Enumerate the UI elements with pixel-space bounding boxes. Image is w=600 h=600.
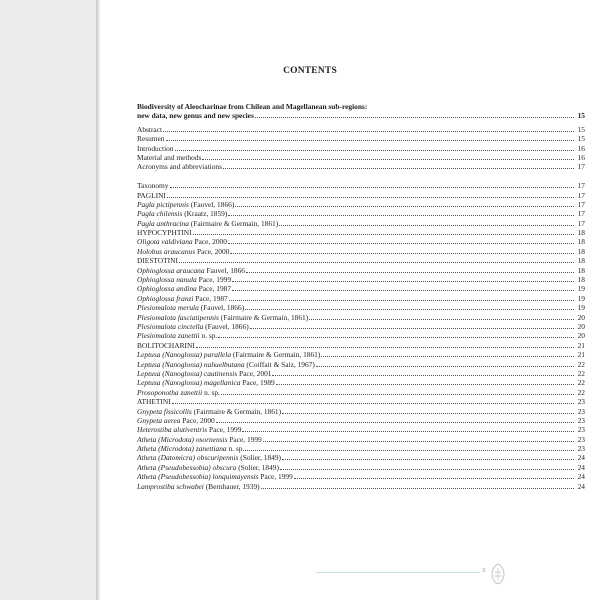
toc-entry — [137, 247, 585, 256]
dot-leader — [316, 360, 574, 367]
toc-entry — [137, 125, 585, 134]
toc-entry-author: n. sp. — [202, 387, 220, 397]
scan-margin — [0, 0, 96, 600]
toc-page-number: 23 — [577, 434, 585, 444]
toc-entry-author: Fauvel, 1866 — [204, 265, 245, 275]
toc-heading-text: new data, new genus and new species — [137, 111, 254, 121]
toc-entry-author: (Fauvel, 1866) — [188, 199, 235, 209]
toc-page-number: 17 — [577, 190, 585, 200]
toc-page-number: 18 — [577, 265, 585, 275]
dot-leader — [309, 313, 574, 320]
toc-entry-text — [137, 284, 231, 293]
toc-page-number: 22 — [577, 387, 585, 397]
toc-page-number: 23 — [577, 444, 585, 454]
dot-leader — [167, 191, 574, 198]
toc-page-number: 24 — [577, 481, 585, 491]
toc-entry-text — [137, 237, 227, 246]
toc-page-number: 16 — [577, 152, 585, 162]
toc-entry-text — [137, 191, 166, 200]
toc-entry-text — [137, 294, 228, 303]
toc-entry — [137, 181, 585, 190]
toc-entry — [137, 191, 585, 200]
publisher-logo-icon — [488, 562, 508, 586]
toc-entry-author: (Fauvel, 1866) — [203, 321, 249, 331]
toc-entry-text — [137, 435, 262, 444]
dot-leader — [242, 425, 574, 432]
toc-entry-author: n. sp. — [199, 331, 218, 341]
toc-entry-name: Prosoponotha zanettii — [137, 387, 203, 397]
dot-leader — [272, 369, 574, 376]
toc-entry-name: Plesiomalota fasciatipennis — [137, 312, 219, 322]
dot-leader — [235, 200, 574, 207]
toc-entry-name: Acronyms and abbreviations — [137, 162, 222, 172]
toc-page-number: 15 — [577, 124, 585, 134]
toc-entry — [137, 360, 585, 369]
toc-entry-author: (Coiffait & Saiz, 1967) — [244, 359, 315, 369]
toc-entry — [137, 256, 585, 265]
toc-entry — [137, 472, 585, 481]
dot-leader — [261, 482, 574, 489]
toc-entry-text — [137, 247, 229, 256]
footer-page-number: 3 — [482, 568, 485, 574]
dot-leader — [223, 162, 574, 169]
dot-leader — [255, 111, 574, 118]
dot-leader — [196, 341, 574, 348]
page-title: CONTENTS — [283, 66, 337, 76]
toc-entry-text — [137, 341, 195, 350]
toc-entry — [137, 350, 585, 359]
toc-entry-author: (Kraatz, 1859) — [182, 209, 228, 219]
toc-entry — [137, 200, 585, 209]
toc-entry — [137, 341, 585, 350]
toc-entry-text — [137, 322, 249, 331]
dot-leader — [216, 416, 574, 423]
toc-entry-name: Plesiomalota zanettii — [137, 331, 200, 341]
toc-entry — [137, 407, 585, 416]
toc-heading-line-2 — [137, 111, 585, 120]
dot-leader — [294, 472, 574, 479]
toc-entry-text — [137, 331, 217, 340]
toc-entry-text — [137, 407, 281, 416]
toc-entry — [137, 444, 585, 453]
toc-entry-name: Leptusa (Nanoglossa) parallela — [137, 350, 232, 360]
dot-leader — [245, 303, 574, 310]
toc-entry-text — [137, 181, 169, 190]
toc-entry-text — [137, 388, 220, 397]
toc-entry-name: Gnypeta fissicollis — [137, 406, 192, 416]
toc-entry-name: Holobus araucanus — [137, 246, 196, 256]
toc-page-number: 16 — [577, 143, 585, 153]
toc-entry — [137, 482, 585, 491]
dot-leader — [202, 153, 574, 160]
dot-leader — [228, 237, 574, 244]
toc-page-number: 18 — [577, 246, 585, 256]
dot-leader — [246, 266, 574, 273]
toc-entry-author: (Fairmaire & Germain, 1861) — [188, 218, 279, 228]
toc-page-number: 18 — [577, 237, 585, 247]
dot-leader — [221, 388, 574, 395]
dot-leader — [232, 275, 574, 282]
toc-entry — [137, 228, 585, 237]
toc-page-number: 19 — [577, 284, 585, 294]
toc-entry — [137, 294, 585, 303]
toc-entry-text — [137, 209, 227, 218]
toc-entry-text — [137, 378, 275, 387]
toc-entry-name: HYPOCYPHTINI — [137, 228, 192, 238]
toc-entry-text — [137, 125, 162, 134]
toc-entry — [137, 162, 585, 171]
toc-entry — [137, 303, 585, 312]
toc-entry-name: Atheta (Microdota) osornensis — [137, 434, 228, 444]
toc-entry-name: Lamprostiba schwabei — [137, 481, 204, 491]
toc-entry-text — [137, 444, 244, 453]
toc-entry — [137, 266, 585, 275]
toc-entry-name: ATHETINI — [137, 397, 171, 407]
toc-page-number: 22 — [577, 359, 585, 369]
toc-entry-text — [137, 313, 308, 322]
toc-page-number: 17 — [577, 181, 585, 191]
taxonomy-list — [137, 181, 585, 491]
dot-leader — [193, 228, 574, 235]
toc-heading-line-1 — [137, 102, 585, 111]
dot-leader — [282, 453, 574, 460]
toc-entry-author: Pace, 1987 — [193, 293, 228, 303]
toc-entry-text — [137, 266, 245, 275]
toc-page-number: 22 — [577, 378, 585, 388]
toc-entry-author: (Fauvel, 1866) — [198, 303, 245, 313]
dot-leader — [228, 209, 574, 216]
toc-entry-name: Material and methods — [137, 152, 202, 162]
dot-leader — [163, 125, 574, 132]
toc-entry-text — [137, 303, 244, 312]
toc-entry-name: Heterostiba alutiventris — [137, 425, 208, 435]
toc-page-number: 20 — [577, 312, 585, 322]
toc-page-number: 21 — [577, 350, 585, 360]
dot-leader — [279, 219, 574, 226]
toc-entry — [137, 416, 585, 425]
toc-entry — [137, 397, 585, 406]
toc-entry-author: Pace, 1987 — [196, 284, 232, 294]
dot-leader — [166, 134, 574, 141]
toc-entry-name: Plesiomalota cinctella — [137, 321, 204, 331]
toc-entry-name: Atheta (Datomicra) obscuripennis — [137, 453, 239, 463]
toc-page-number: 23 — [577, 406, 585, 416]
toc-entry-name: Ophioglossa nanula — [137, 275, 197, 285]
toc-entry-author: Pace, 1999 — [196, 275, 232, 285]
toc-entry — [137, 134, 585, 143]
toc-entry-name: Atheta (Microdota) zanettiana — [137, 444, 227, 454]
toc-entry-text — [137, 200, 234, 209]
toc-entry-text — [137, 482, 260, 491]
toc-entry — [137, 219, 585, 228]
toc-entry-name: Ophioglossa franzi — [137, 293, 194, 303]
toc-entry-author: n. sp. — [226, 444, 245, 454]
toc-entry-author: Pace, 2001 — [237, 368, 272, 378]
toc-entry-author: Pace, 2000 — [195, 246, 230, 256]
toc-entry-name: Pagla chilensis — [137, 209, 183, 219]
dot-leader — [172, 397, 574, 404]
dot-leader — [170, 181, 574, 188]
toc-page-number: 17 — [577, 199, 585, 209]
toc-page-number: 24 — [577, 472, 585, 482]
toc-entry — [137, 275, 585, 284]
toc-page-number: 20 — [577, 321, 585, 331]
toc-entry-text — [137, 350, 320, 359]
toc-heading-text: Biodiversity of Aleocharinae from Chilean and Magellanean sub-regions: — [137, 102, 368, 111]
table-of-contents — [137, 102, 585, 491]
dot-leader — [263, 435, 574, 442]
toc-entry-text — [137, 472, 293, 481]
toc-page-number: 17 — [577, 162, 585, 172]
toc-entry-name: Oligota valdiviana — [137, 237, 193, 247]
spacer — [137, 172, 585, 181]
dot-leader — [232, 284, 574, 291]
toc-entry-name: Gnypeta aerea — [137, 415, 181, 425]
toc-entry — [137, 313, 585, 322]
toc-page-number: 20 — [577, 331, 585, 341]
toc-entry-text — [137, 369, 271, 378]
toc-entry-name: Pagla anthracina — [137, 218, 189, 228]
document-page — [100, 0, 600, 600]
toc-page-number: 23 — [577, 415, 585, 425]
toc-entry-author: Pace, 2000 — [192, 237, 227, 247]
toc-entry-author: (Fairmaire & Germain, 1861) — [191, 406, 282, 416]
toc-entry-text — [137, 416, 215, 425]
toc-entry-text — [137, 219, 278, 228]
toc-entry — [137, 425, 585, 434]
toc-entry — [137, 153, 585, 162]
toc-entry — [137, 322, 585, 331]
toc-entry-author: Pace, 1999 — [258, 472, 293, 482]
toc-entry-name: Atheta (Pseudobessobia) lonquimayensis — [137, 472, 259, 482]
toc-entry-author: Pace, 1989 — [240, 378, 275, 388]
toc-entry-author: (Fairmaire & Germain, 1861) — [231, 350, 321, 360]
toc-entry-name: Leptusa (Nanoglossa) cautinensis — [137, 368, 238, 378]
toc-entry-author: (Solier, 1849) — [236, 462, 279, 472]
toc-entry — [137, 453, 585, 462]
toc-entry-author: Pace, 2000 — [180, 415, 215, 425]
toc-page-number: 23 — [577, 397, 585, 407]
toc-entry-name: Abstract — [137, 124, 163, 134]
toc-page-number: 24 — [577, 453, 585, 463]
dot-leader — [218, 331, 574, 338]
toc-entry-author: Pace, 1999 — [227, 434, 262, 444]
toc-entry-name: Ophioglossa andina — [137, 284, 197, 294]
toc-entry — [137, 331, 585, 340]
toc-entry-text — [137, 144, 174, 153]
toc-entry — [137, 378, 585, 387]
toc-entry-name: Introduction — [137, 143, 174, 153]
toc-page-number: 18 — [577, 256, 585, 266]
toc-page-number: 19 — [577, 303, 585, 313]
toc-page-number: 18 — [577, 275, 585, 285]
toc-entry-author: (Fairmaire & Germain, 1861) — [218, 312, 309, 322]
toc-page-number: 19 — [577, 293, 585, 303]
toc-entry-text — [137, 463, 279, 472]
toc-entry-name: DIESTOTINI — [137, 256, 178, 266]
toc-entry-name: Leptusa (Nanoglossa) magellanica — [137, 378, 241, 388]
toc-entry — [137, 435, 585, 444]
dot-leader — [245, 444, 574, 451]
toc-entry — [137, 463, 585, 472]
toc-entry-text — [137, 153, 201, 162]
toc-entry — [137, 284, 585, 293]
toc-entry-name: Pagla pictipennis — [137, 199, 189, 209]
toc-entry-author: (Bernhauer, 1939) — [203, 481, 260, 491]
dot-leader — [250, 322, 574, 329]
dot-leader — [282, 407, 574, 414]
toc-entry-name: Taxonomy — [137, 181, 169, 191]
toc-entry-text — [137, 162, 222, 171]
dot-leader — [175, 144, 574, 151]
toc-page-number: 17 — [577, 218, 585, 228]
toc-entry-name: Resumen — [137, 134, 165, 144]
front-matter-list — [137, 125, 585, 172]
toc-entry-text — [137, 134, 165, 143]
toc-page-number: 15 — [577, 111, 585, 121]
toc-page-number: 22 — [577, 368, 585, 378]
toc-entry-author: Pace, 1999 — [207, 425, 242, 435]
toc-entry-text — [137, 228, 192, 237]
dot-leader — [229, 294, 574, 301]
toc-entry-name: PAGLINI — [137, 190, 166, 200]
dot-leader — [280, 463, 574, 470]
toc-page-number: 18 — [577, 228, 585, 238]
toc-entry-text — [137, 360, 315, 369]
dot-leader — [276, 378, 574, 385]
toc-entry-name: BOLITOCHARINI — [137, 340, 195, 350]
toc-entry-text — [137, 397, 171, 406]
toc-page-number: 24 — [577, 462, 585, 472]
toc-entry — [137, 388, 585, 397]
toc-entry-text — [137, 425, 241, 434]
footer-rule — [316, 572, 480, 573]
toc-entry — [137, 144, 585, 153]
toc-entry-name: Leptusa (Nanoglossa) nahuelbutana — [137, 359, 245, 369]
toc-entry — [137, 237, 585, 246]
toc-entry-text — [137, 453, 281, 462]
toc-entry — [137, 209, 585, 218]
dot-leader — [230, 247, 574, 254]
toc-entry-text — [137, 256, 178, 265]
dot-leader — [179, 256, 574, 263]
toc-entry-name: Atheta (Pseudobessobia) obscura — [137, 462, 237, 472]
toc-entry — [137, 369, 585, 378]
toc-page-number: 21 — [577, 340, 585, 350]
toc-page-number: 17 — [577, 209, 585, 219]
toc-entry-text — [137, 275, 231, 284]
toc-entry-name: Ophioglossa araucana — [137, 265, 205, 275]
dot-leader — [321, 350, 574, 357]
toc-entry-name: Plesiomalota merula — [137, 303, 199, 313]
toc-entry-author: (Solier, 1849) — [238, 453, 282, 463]
toc-page-number: 15 — [577, 134, 585, 144]
toc-page-number: 23 — [577, 425, 585, 435]
